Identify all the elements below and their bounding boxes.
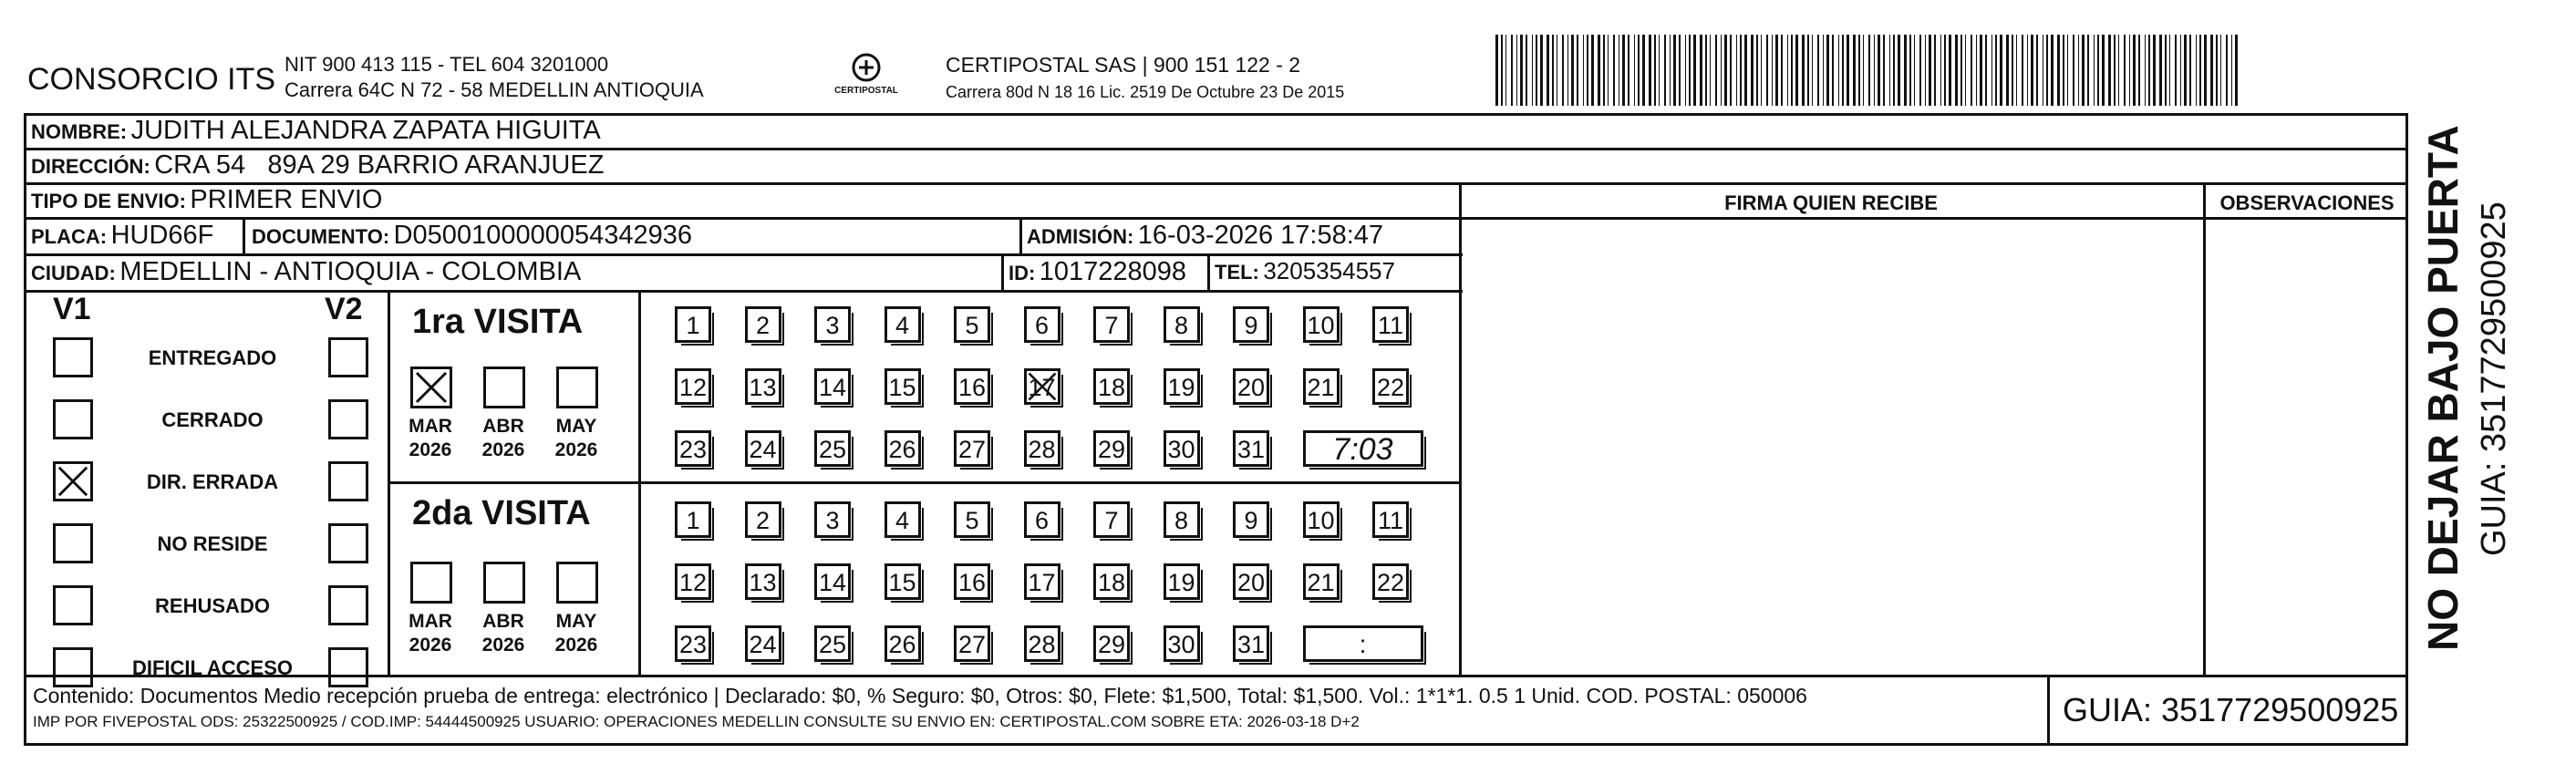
barcode-bar xyxy=(1909,35,1911,106)
barcode-bar xyxy=(2087,35,2089,106)
firma-header: FIRMA QUIEN RECIBE xyxy=(1724,191,1938,214)
day-7[interactable]: 7 xyxy=(1093,306,1130,343)
day-5[interactable]: 5 xyxy=(954,306,990,343)
admision-row xyxy=(1027,221,1383,251)
barcode-bar xyxy=(2036,35,2038,106)
ciudad-label: CIUDAD: xyxy=(31,262,116,284)
barcode-bar xyxy=(1807,35,1809,106)
barcode-bar xyxy=(1670,35,1671,106)
barcode-bar xyxy=(1571,35,1574,106)
barcode-bar xyxy=(2108,35,2111,106)
day-14[interactable]: 14 xyxy=(814,368,851,405)
day-1[interactable]: 1 xyxy=(675,306,711,343)
barcode-bar xyxy=(1766,35,1768,106)
barcode-bar xyxy=(1583,35,1584,106)
status-label: CERRADO xyxy=(161,408,264,431)
v1-checkbox[interactable] xyxy=(53,585,93,625)
nombre-label: NOMBRE: xyxy=(31,120,128,143)
barcode-bar xyxy=(1603,35,1605,106)
license-line: Carrera 80d N 18 16 Lic. 2519 De Octubre 23 De 2015 xyxy=(946,83,1345,101)
barcode-bar xyxy=(2159,35,2162,106)
barcode-bar xyxy=(1883,35,1885,106)
barcode-bar xyxy=(1817,35,1819,106)
placa-label: PLACA: xyxy=(31,225,108,248)
day-20[interactable]: 20 xyxy=(1233,368,1269,405)
barcode-bar xyxy=(2235,35,2238,106)
barcode-bar xyxy=(1724,35,1727,106)
barcode-bar xyxy=(2169,35,2170,106)
barcode-bar xyxy=(1965,35,1966,106)
id-label: ID: xyxy=(1009,262,1036,284)
barcode-bar xyxy=(1511,35,1513,106)
logo-text: CERTIPOSTAL xyxy=(834,86,898,96)
barcode-bar xyxy=(1562,35,1564,106)
barcode-bar xyxy=(2078,35,2079,106)
day-11[interactable]: 11 xyxy=(1372,501,1409,538)
day-28[interactable]: 28 xyxy=(1024,625,1060,662)
barcode-bar xyxy=(2102,35,2105,106)
visit1-title: 1ra VISITA xyxy=(412,303,584,341)
barcode-bar xyxy=(1976,35,1977,106)
barcode-bar xyxy=(2216,35,2218,106)
documento-value: D0500100000054342936 xyxy=(393,221,692,250)
day-14[interactable]: 14 xyxy=(814,563,851,600)
direccion-row xyxy=(31,150,604,181)
side-warning: NO DEJAR BAJO PUERTA xyxy=(2419,125,2467,651)
barcode-bar xyxy=(1944,35,1946,106)
v1-checkbox[interactable] xyxy=(53,461,93,501)
month-label: ABR xyxy=(482,611,524,632)
barcode-bar xyxy=(1705,35,1707,106)
day-23[interactable]: 23 xyxy=(675,625,711,662)
day-1[interactable]: 1 xyxy=(675,501,711,538)
time-box[interactable]: : xyxy=(1303,625,1423,662)
barcode-bar xyxy=(1985,35,1987,106)
barcode-bar xyxy=(1649,35,1651,106)
barcode-bar xyxy=(1925,35,1926,106)
barcode-bar xyxy=(1934,35,1936,106)
v2-checkbox[interactable] xyxy=(328,337,368,377)
barcode-bar xyxy=(1715,35,1717,106)
barcode-bar xyxy=(2082,35,2085,106)
barcode-bar xyxy=(2046,35,2048,106)
barcode-bar xyxy=(1775,35,1778,106)
barcode-bar xyxy=(1740,35,1742,106)
barcode-bar xyxy=(2022,35,2023,106)
barcode-bar xyxy=(1955,35,1958,106)
day-3[interactable]: 3 xyxy=(814,501,851,538)
tipo-row xyxy=(31,185,382,215)
barcode-bar xyxy=(2129,35,2130,106)
barcode-bar xyxy=(1751,35,1754,106)
year-label: 2026 xyxy=(409,635,452,656)
certipostal-line: CERTIPOSTAL SAS | 900 151 122 - 2 xyxy=(946,53,1301,77)
ciudad-value: MEDELLIN - ANTIOQUIA - COLOMBIA xyxy=(119,257,582,286)
barcode-bar xyxy=(1868,35,1870,106)
barcode-bar xyxy=(1516,35,1517,106)
day-7[interactable]: 7 xyxy=(1093,501,1130,538)
company-address: Carrera 64C N 72 - 58 MEDELLIN ANTIOQUIA xyxy=(284,78,704,101)
barcode-bar xyxy=(1940,35,1941,106)
barcode-bar xyxy=(1622,35,1625,106)
day-25[interactable]: 25 xyxy=(814,430,851,467)
day-16[interactable]: 16 xyxy=(954,563,990,600)
status-label: ENTREGADO xyxy=(148,346,277,369)
barcode-bar xyxy=(1598,35,1600,106)
day-22[interactable]: 22 xyxy=(1372,563,1409,600)
barcode-bar xyxy=(1659,35,1660,106)
barcode-bar xyxy=(2094,35,2095,106)
day-22[interactable]: 22 xyxy=(1372,368,1409,405)
month-label: MAR xyxy=(409,416,452,437)
v2-checkbox[interactable] xyxy=(328,523,368,563)
barcode-bar xyxy=(2184,35,2187,106)
barcode-bar xyxy=(2220,35,2221,106)
ciudad-row xyxy=(31,257,581,287)
barcode-bar xyxy=(1960,35,1962,106)
barcode-bar xyxy=(1547,35,1549,106)
day-31[interactable]: 31 xyxy=(1233,430,1269,467)
day-18[interactable]: 18 xyxy=(1093,563,1130,600)
barcode-bar xyxy=(2180,35,2181,106)
v2-checkbox[interactable] xyxy=(328,647,368,687)
day-15[interactable]: 15 xyxy=(885,563,921,600)
barcode-bar xyxy=(2153,35,2156,106)
barcode xyxy=(1495,35,2243,106)
day-9[interactable]: 9 xyxy=(1233,306,1269,343)
company-nit: NIT 900 413 115 - TEL 604 3201000 xyxy=(284,53,609,76)
barcode-bar xyxy=(2006,35,2009,106)
barcode-bar xyxy=(1744,35,1747,106)
barcode-bar xyxy=(1532,35,1533,106)
month-label: MAY xyxy=(555,611,597,632)
day-3[interactable]: 3 xyxy=(814,306,851,343)
day-15[interactable]: 15 xyxy=(885,368,921,405)
certipostal-logo xyxy=(830,49,903,104)
barcode-bar xyxy=(2031,35,2033,106)
barcode-bar xyxy=(1991,35,1992,106)
id-row xyxy=(1009,257,1186,287)
barcode-bar xyxy=(2012,35,2013,106)
barcode-bar xyxy=(1628,35,1629,106)
barcode-bar xyxy=(1995,35,1997,106)
day-10[interactable]: 10 xyxy=(1303,306,1340,343)
day-24[interactable]: 24 xyxy=(745,430,781,467)
barcode-bar xyxy=(1710,35,1711,106)
day-17[interactable]: 17 xyxy=(1024,368,1060,405)
year-label: 2026 xyxy=(554,635,598,656)
barcode-bar xyxy=(1949,35,1951,106)
status-label: NO RESIDE xyxy=(157,532,268,555)
day-20[interactable]: 20 xyxy=(1233,563,1269,600)
month-label: ABR xyxy=(482,416,524,437)
day-11[interactable]: 11 xyxy=(1372,306,1409,343)
day-12[interactable]: 12 xyxy=(675,563,711,600)
barcode-bar xyxy=(2027,35,2028,106)
tel-label: TEL: xyxy=(1215,261,1259,284)
barcode-bar xyxy=(2067,35,2068,106)
footer-guia: GUIA: 3517729500925 xyxy=(2063,691,2399,728)
barcode-bar xyxy=(1495,35,1498,106)
barcode-bar xyxy=(1501,35,1503,106)
barcode-bar xyxy=(1634,35,1635,106)
v1-checkbox[interactable] xyxy=(53,337,93,377)
barcode-bar xyxy=(2063,35,2064,106)
day-16[interactable]: 16 xyxy=(954,368,990,405)
v1-checkbox[interactable] xyxy=(53,523,93,563)
day-27[interactable]: 27 xyxy=(954,625,990,662)
barcode-bar xyxy=(1919,35,1921,106)
month-checkbox[interactable] xyxy=(410,367,452,408)
barcode-bar xyxy=(1787,35,1788,106)
barcode-bar xyxy=(2114,35,2116,106)
barcode-bar xyxy=(1795,35,1798,106)
month-checkbox[interactable] xyxy=(483,367,525,408)
day-30[interactable]: 30 xyxy=(1164,430,1200,467)
day-25[interactable]: 25 xyxy=(814,625,851,662)
barcode-bar xyxy=(2097,35,2099,106)
placa-row xyxy=(31,221,213,251)
v1-checkbox[interactable] xyxy=(53,647,93,687)
barcode-bar xyxy=(2204,35,2207,106)
barcode-bar xyxy=(1540,35,1543,106)
barcode-bar xyxy=(1832,35,1834,106)
barcode-bar xyxy=(1536,35,1537,106)
day-26[interactable]: 26 xyxy=(885,430,921,467)
barcode-bar xyxy=(1642,35,1645,106)
company-name: CONSORCIO ITS xyxy=(27,62,276,97)
month-checkbox[interactable] xyxy=(483,562,525,604)
year-label: 2026 xyxy=(409,439,452,460)
day-6[interactable]: 6 xyxy=(1024,306,1060,343)
observaciones-header: OBSERVACIONES xyxy=(2219,191,2395,214)
nombre-value: JUDITH ALEJANDRA ZAPATA HIGUITA xyxy=(130,116,601,145)
barcode-bar xyxy=(1847,35,1849,106)
tel-value: 3205354557 xyxy=(1263,257,1395,284)
day-4[interactable]: 4 xyxy=(885,306,921,343)
barcode-bar xyxy=(1898,35,1900,106)
day-13[interactable]: 13 xyxy=(745,368,781,405)
barcode-bar xyxy=(1587,35,1588,106)
visit2-title: 2da VISITA xyxy=(412,494,591,532)
admision-value: 16-03-2026 17:58:47 xyxy=(1137,221,1384,250)
barcode-bar xyxy=(1505,35,1506,106)
status-label: REHUSADO xyxy=(155,594,270,617)
day-12[interactable]: 12 xyxy=(675,368,711,405)
barcode-bar xyxy=(1838,35,1839,106)
day-18[interactable]: 18 xyxy=(1093,368,1130,405)
v2-label: V2 xyxy=(325,292,363,326)
barcode-bar xyxy=(1526,35,1527,106)
barcode-bar xyxy=(1638,35,1640,106)
barcode-bar xyxy=(2231,35,2232,106)
year-label: 2026 xyxy=(481,635,525,656)
id-value: 1017228098 xyxy=(1039,257,1187,286)
barcode-bar xyxy=(2199,35,2201,106)
day-13[interactable]: 13 xyxy=(745,563,781,600)
barcode-bar xyxy=(2000,35,2002,106)
year-label: 2026 xyxy=(481,439,525,460)
side-guia: GUIA: 3517729500925 xyxy=(2475,201,2513,556)
documento-label: DOCUMENTO: xyxy=(252,225,390,248)
barcode-bar xyxy=(2196,35,2197,106)
barcode-bar xyxy=(2118,35,2119,106)
barcode-bar xyxy=(1874,35,1875,106)
barcode-bar xyxy=(1772,35,1773,106)
day-29[interactable]: 29 xyxy=(1093,625,1130,662)
barcode-bar xyxy=(1654,35,1656,106)
barcode-bar xyxy=(1567,35,1568,106)
barcode-bar xyxy=(1971,35,1972,106)
barcode-bar xyxy=(1693,35,1696,106)
tipo-label: TIPO DE ENVIO: xyxy=(31,190,186,212)
day-17[interactable]: 17 xyxy=(1024,563,1060,600)
barcode-bar xyxy=(2175,35,2177,106)
barcode-bar xyxy=(2073,35,2074,106)
barcode-bar xyxy=(1700,35,1702,106)
day-2[interactable]: 2 xyxy=(745,306,781,343)
day-31[interactable]: 31 xyxy=(1233,625,1269,662)
day-9[interactable]: 9 xyxy=(1233,501,1269,538)
day-26[interactable]: 26 xyxy=(885,625,921,662)
barcode-bar xyxy=(2051,35,2054,106)
day-28[interactable]: 28 xyxy=(1024,430,1060,467)
barcode-bar xyxy=(1904,35,1907,106)
day-29[interactable]: 29 xyxy=(1093,430,1130,467)
barcode-bar xyxy=(1613,35,1615,106)
day-21[interactable]: 21 xyxy=(1303,368,1340,405)
barcode-bar xyxy=(2138,35,2140,106)
time-box[interactable]: 7:03 xyxy=(1303,430,1423,467)
placa-value: HUD66F xyxy=(110,221,214,250)
status-label: DIFICIL ACCESO xyxy=(131,656,293,679)
barcode-bar xyxy=(2165,35,2167,106)
day-6[interactable]: 6 xyxy=(1024,501,1060,538)
direccion-value: CRA 54 89A 29 BARRIO ARANJUEZ xyxy=(154,150,605,180)
barcode-bar xyxy=(1591,35,1594,106)
barcode-bar xyxy=(1781,35,1783,106)
month-label: MAY xyxy=(555,416,597,437)
barcode-bar xyxy=(1929,35,1931,106)
day-4[interactable]: 4 xyxy=(885,501,921,538)
day-2[interactable]: 2 xyxy=(745,501,781,538)
barcode-bar xyxy=(1842,35,1844,106)
day-8[interactable]: 8 xyxy=(1164,501,1200,538)
v1-checkbox[interactable] xyxy=(53,399,93,439)
barcode-bar xyxy=(1853,35,1856,106)
barcode-bar xyxy=(2189,35,2191,106)
barcode-bar xyxy=(1893,35,1895,106)
v2-checkbox[interactable] xyxy=(328,585,368,625)
barcode-bar xyxy=(2057,35,2060,106)
day-24[interactable]: 24 xyxy=(745,625,781,662)
footer-contenido: Contenido: Documentos Medio recepción prueba de entrega: electrónico | Declarado: $0, % Seguro: $0, Otros: $0, Flete: $1,500, Total: $1,500. Vol.: 1*1*1. 0.5 1 Unid. COD. POSTAL: 050006 xyxy=(33,684,1807,707)
barcode-bar xyxy=(1673,35,1676,106)
footer-imp: IMP POR FIVEPOSTAL ODS: 25322500925 / COD.IMP: 54444500925 USUARIO: OPERACIONES MEDELLIN CONSULTE SU ENVIO EN: CERTIPOSTAL.COM SOBRE ETA: 2026-03-18 D+2 xyxy=(33,713,1360,730)
v1-label: V1 xyxy=(53,292,91,326)
barcode-bar xyxy=(1552,35,1554,106)
barcode-bar xyxy=(1980,35,1982,106)
barcode-bar xyxy=(2124,35,2126,106)
month-checkbox[interactable] xyxy=(410,562,452,604)
barcode-bar xyxy=(1826,35,1829,106)
v2-checkbox[interactable] xyxy=(328,461,368,501)
admision-label: ADMISIÓN: xyxy=(1027,225,1134,248)
barcode-bar xyxy=(1914,35,1915,106)
barcode-bar xyxy=(1664,35,1666,106)
year-label: 2026 xyxy=(554,439,598,460)
barcode-bar xyxy=(1721,35,1722,106)
barcode-bar xyxy=(1863,35,1864,106)
tel-row xyxy=(1215,257,1395,285)
barcode-bar xyxy=(1889,35,1890,106)
barcode-bar xyxy=(1730,35,1732,106)
status-label: DIR. ERRADA xyxy=(146,470,279,493)
barcode-bar xyxy=(1520,35,1523,106)
month-checkbox[interactable] xyxy=(556,562,598,604)
barcode-bar xyxy=(2148,35,2150,106)
tipo-value: PRIMER ENVIO xyxy=(190,185,383,214)
documento-row xyxy=(252,221,692,251)
day-19[interactable]: 19 xyxy=(1164,368,1200,405)
barcode-bar xyxy=(1858,35,1860,106)
barcode-bar xyxy=(1756,35,1758,106)
barcode-bar xyxy=(1802,35,1805,106)
barcode-bar xyxy=(1736,35,1737,106)
day-23[interactable]: 23 xyxy=(675,430,711,467)
direccion-label: DIRECCIÓN: xyxy=(31,155,150,178)
barcode-bar xyxy=(2145,35,2146,106)
nombre-row xyxy=(31,116,601,146)
month-label: MAR xyxy=(409,611,452,632)
barcode-bar xyxy=(1791,35,1793,106)
barcode-bar xyxy=(2133,35,2136,106)
day-19[interactable]: 19 xyxy=(1164,563,1200,600)
barcode-bar xyxy=(1761,35,1762,106)
barcode-bar xyxy=(1679,35,1681,106)
barcode-bar xyxy=(1577,35,1578,106)
barcode-bar xyxy=(1608,35,1609,106)
barcode-bar xyxy=(1812,35,1813,106)
day-27[interactable]: 27 xyxy=(954,430,990,467)
barcode-bar xyxy=(1689,35,1691,106)
month-checkbox[interactable] xyxy=(556,367,598,408)
day-30[interactable]: 30 xyxy=(1164,625,1200,662)
barcode-bar xyxy=(1878,35,1880,106)
barcode-bar xyxy=(2016,35,2017,106)
barcode-bar xyxy=(2210,35,2213,106)
v2-checkbox[interactable] xyxy=(328,399,368,439)
day-5[interactable]: 5 xyxy=(954,501,990,538)
barcode-bar xyxy=(2226,35,2228,106)
barcode-bar xyxy=(1685,35,1686,106)
day-8[interactable]: 8 xyxy=(1164,306,1200,343)
day-10[interactable]: 10 xyxy=(1303,501,1340,538)
day-21[interactable]: 21 xyxy=(1303,563,1340,600)
barcode-bar xyxy=(1823,35,1824,106)
